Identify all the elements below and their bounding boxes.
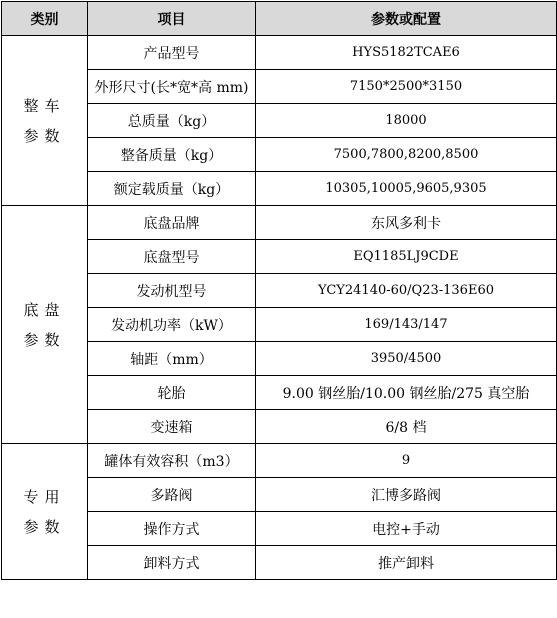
- item-cell: 整备质量（kg）: [88, 138, 256, 172]
- value-cell: 9: [256, 444, 557, 478]
- category-special: 专用参数: [2, 444, 88, 580]
- item-cell: 额定载质量（kg）: [88, 172, 256, 206]
- value-cell: 推产卸料: [256, 546, 557, 580]
- value-cell: HYS5182TCAE6: [256, 36, 557, 70]
- item-cell: 底盘品牌: [88, 206, 256, 240]
- item-cell: 操作方式: [88, 512, 256, 546]
- table-row: [2, 206, 557, 240]
- header-item: 项目: [88, 2, 256, 36]
- value-cell: 7150*2500*3150: [256, 70, 557, 104]
- value-cell: 169/143/147: [256, 308, 557, 342]
- value-cell: EQ1185LJ9CDE: [256, 240, 557, 274]
- table-row: [2, 444, 557, 478]
- item-cell: 轮胎: [88, 376, 256, 410]
- value-cell: 6/8 档: [256, 410, 557, 444]
- item-cell: 发动机型号: [88, 274, 256, 308]
- item-cell: 罐体有效容积（m3）: [88, 444, 256, 478]
- value-cell: 10305,10005,9605,9305: [256, 172, 557, 206]
- table-row: [2, 36, 557, 70]
- value-cell: 18000: [256, 104, 557, 138]
- header-value: 参数或配置: [256, 2, 557, 36]
- item-cell: 轴距（mm）: [88, 342, 256, 376]
- item-cell: 变速箱: [88, 410, 256, 444]
- item-cell: 产品型号: [88, 36, 256, 70]
- value-cell: 东风多利卡: [256, 206, 557, 240]
- value-cell: 9.00 钢丝胎/10.00 钢丝胎/275 真空胎: [256, 376, 557, 410]
- item-cell: 底盘型号: [88, 240, 256, 274]
- value-cell: 3950/4500: [256, 342, 557, 376]
- item-cell: 总质量（kg）: [88, 104, 256, 138]
- value-cell: YCY24140-60/Q23-136E60: [256, 274, 557, 308]
- header-category: 类别: [2, 2, 88, 36]
- value-cell: 汇博多路阀: [256, 478, 557, 512]
- spec-table: [1, 1, 557, 580]
- item-cell: 发动机功率（kW）: [88, 308, 256, 342]
- item-cell: 卸料方式: [88, 546, 256, 580]
- value-cell: 电控+手动: [256, 512, 557, 546]
- category-vehicle: 整车参数: [2, 36, 88, 206]
- item-cell: 外形尺寸(长*宽*高 mm): [88, 70, 256, 104]
- value-cell: 7500,7800,8200,8500: [256, 138, 557, 172]
- category-chassis: 底盘参数: [2, 206, 88, 444]
- item-cell: 多路阀: [88, 478, 256, 512]
- header-row: [2, 2, 557, 36]
